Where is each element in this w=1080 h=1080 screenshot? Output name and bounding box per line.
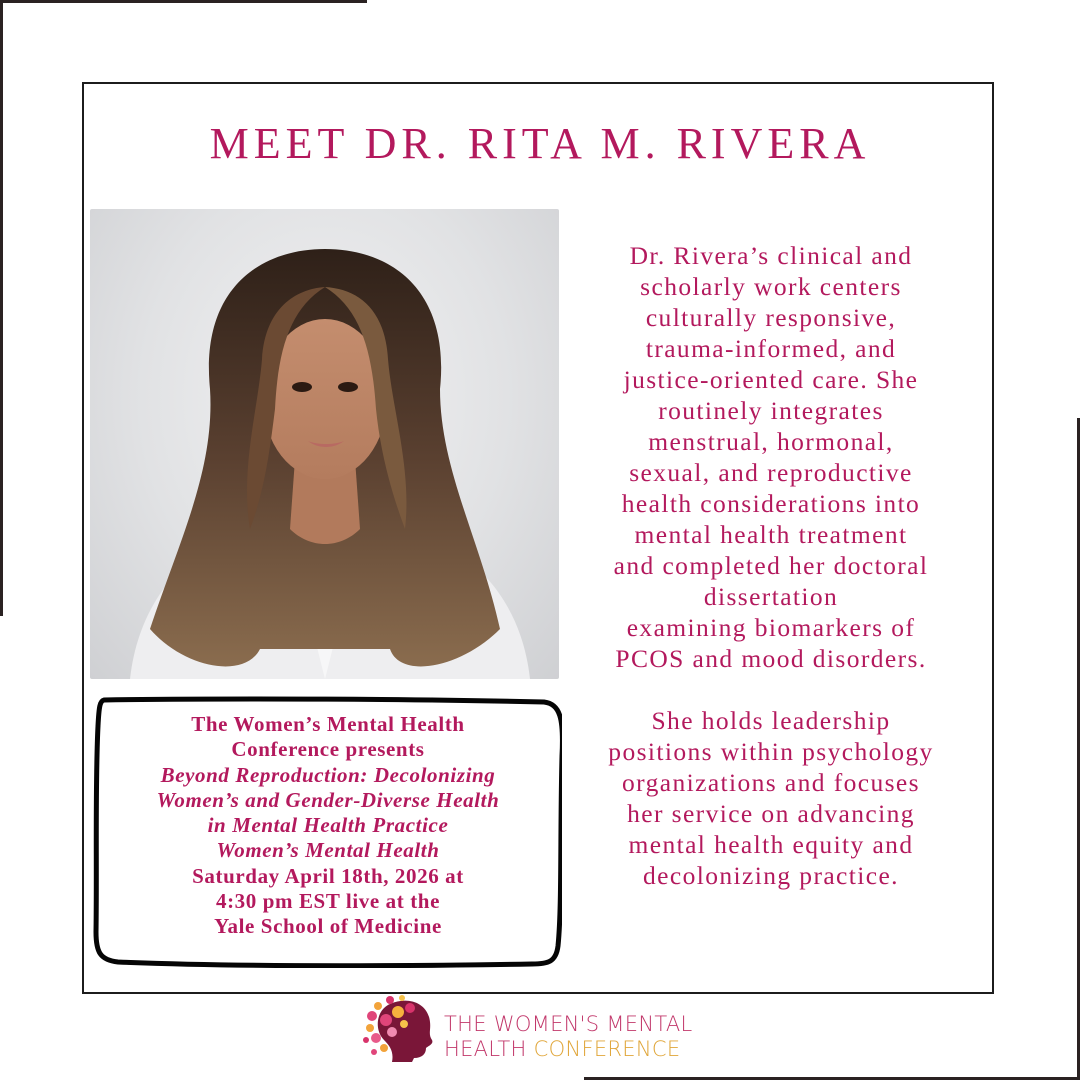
event-talk-title: Beyond Reproduction: Decolonizing Women’s and Gender-Diverse Health in Mental Health Practice Women’s Mental Health [156, 762, 500, 863]
floral-head-profile-icon [362, 994, 442, 1064]
logo-line-2: HEALTH CONFERENCE [444, 1037, 681, 1061]
event-info [104, 712, 552, 940]
speaker-portrait-illustration [90, 209, 559, 679]
conference-logo-text [444, 1012, 764, 1062]
corner-line-top [0, 0, 367, 3]
corner-line-left [0, 0, 3, 616]
event-details: Saturday April 18th, 2026 at 4:30 pm EST live at the Yale School of Medicine [192, 863, 464, 939]
logo-line-1: THE WOMEN'S MENTAL [444, 1012, 693, 1036]
page-title: MEET DR. RITA M. RIVERA [209, 119, 871, 168]
event-intro: The Women’s Mental Health Conference presents [191, 712, 465, 762]
speaker-bio: Dr. Rivera’s clinical and scholarly work centers culturally responsive, trauma-informed, and justice-oriented care. She routinely integrates menstrual, hormonal, sexual, and reproductive health considerations into mental health treatment and completed her doctoral dissertation examining biomarkers of PCOS and mood disorders. She holds leadership positions within psychology organizations and focuses her service on advancing mental health equity and decolonizing practice. [608, 241, 934, 890]
speaker-photo [90, 209, 559, 679]
